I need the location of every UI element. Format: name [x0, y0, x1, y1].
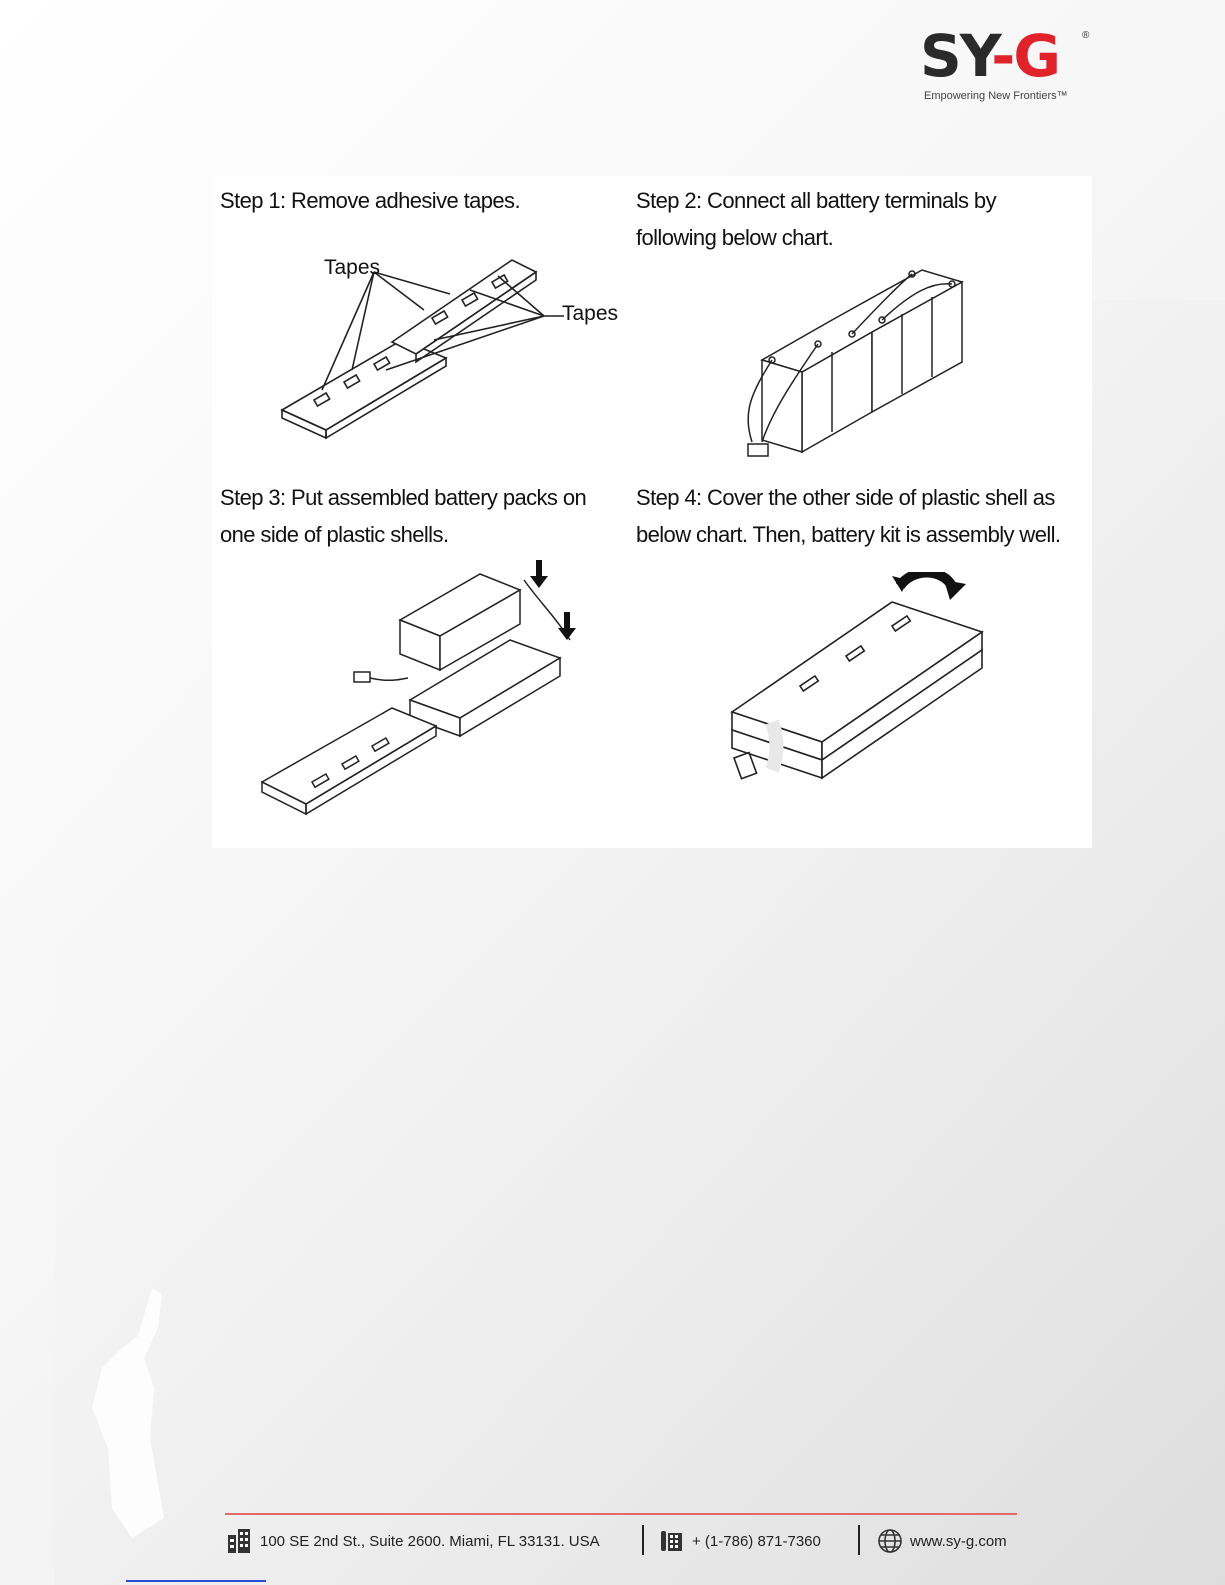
silhouette-figure [72, 1288, 192, 1548]
logo-wordmark: SY-G [920, 22, 1059, 90]
step-3-diagram [258, 560, 588, 840]
brand-logo [920, 24, 1095, 108]
instructions-panel [212, 176, 1092, 848]
footer-contact [226, 1523, 1026, 1559]
step-3-text: Step 3: Put assembled battery packs on one side of plastic shells. [220, 485, 587, 547]
step-4-diagram [712, 572, 1002, 807]
footer-rule [225, 1513, 1017, 1515]
step-4-text: Step 4: Cover the other side of plastic shell as below chart. Then, battery kit is assembly well. [636, 485, 1061, 547]
tapes-label-left: Tapes [324, 256, 381, 279]
building-icon [226, 1527, 254, 1555]
footer-address: 100 SE 2nd St., Suite 2600. Miami, FL 33131. USA [226, 1527, 600, 1555]
bottom-link-underline [126, 1580, 266, 1582]
phone-icon [658, 1527, 686, 1555]
registered-mark: ® [1082, 30, 1090, 41]
footer-separator [642, 1525, 644, 1555]
globe-icon [876, 1527, 904, 1555]
step-2-diagram [732, 262, 1002, 472]
footer-website[interactable]: www.sy-g.com [876, 1527, 1007, 1555]
brand-tagline: Empowering New Frontiers™ [924, 90, 1068, 102]
step-2-text: Step 2: Connect all battery terminals by following below chart. [636, 188, 996, 250]
tapes-label-right: Tapes [562, 302, 619, 325]
footer-phone: + (1-786) 871-7360 [658, 1527, 821, 1555]
footer-separator [858, 1525, 860, 1555]
step-1-text: Step 1: Remove adhesive tapes. [220, 188, 520, 213]
step-1-diagram [274, 250, 634, 450]
